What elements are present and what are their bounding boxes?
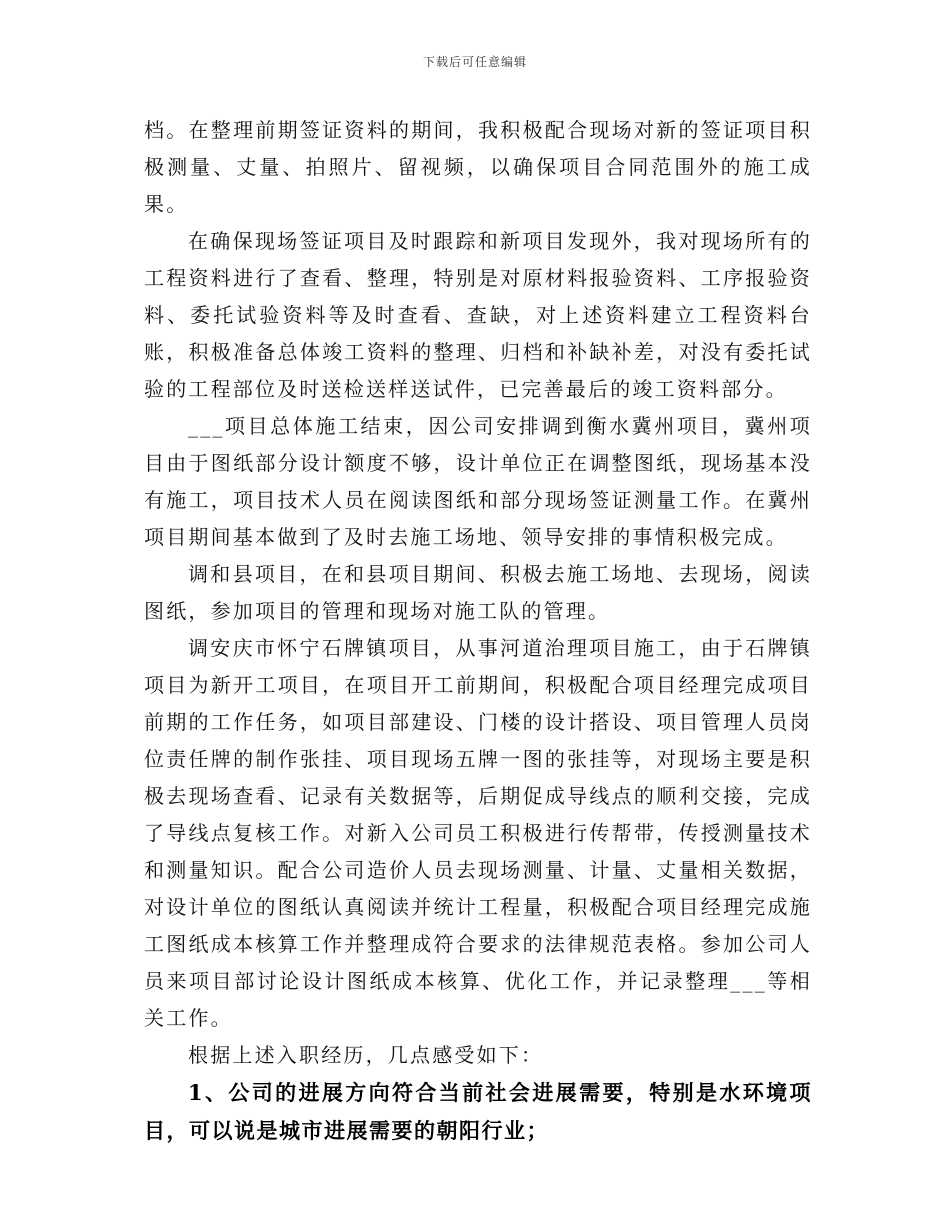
paragraph-7-bold-point: 1、公司的进展方向符合当前社会进展需要，特别是水环境项目，可以说是城市进展需要的朝阳行业； [144, 1080, 812, 1143]
paragraph-4: 调和县项目，在和县项目期间、积极去施工场地、去现场，阅读图纸，参加项目的管理和现场对施工队的管理。 [144, 562, 812, 623]
paragraph-6: 根据上述入职经历，几点感受如下： [188, 1043, 544, 1067]
paragraph-5: 调安庆市怀宁石牌镇项目，从事河道治理项目施工，由于石牌镇项目为新开工项目，在项目开工前期间，积极配合项目经理完成项目前期的工作任务，如项目部建设、门楼的设计搭设、项目管理人员岗位责任牌的制作张挂、项目现场五牌一图的张挂等，对现场主要是积极去现场查看、记录有关数据等，后期促成导线点的顺利交接，完成了导线点复核工作。对新入公司员工积极进行传帮带，传授测量技术和测量知识。配合公司造价人员去现场测量、计量、丈量相关数据，对设计单位的图纸认真阅读并统计工程量，积极配合项目经理完成施工图纸成本核算工作并整理成符合要求的法律规范表格。参加公司人员来项目部讨论设计图纸成本核算、优化工作，并记录整理___等相关工作。 [144, 636, 812, 1030]
paragraph-1: 档。在整理前期签证资料的期间，我积极配合现场对新的签证项目积极测量、丈量、拍照片、留视频，以确保项目合同范围外的施工成果。 [144, 118, 812, 216]
document-body [144, 112, 812, 1150]
paragraph-3: ___项目总体施工结束，因公司安排调到衡水冀州项目，冀州项目由于图纸部分设计额度不够，设计单位正在调整图纸，现场基本没有施工，项目技术人员在阅读图纸和部分现场签证测量工作。在冀州项目期间基本做到了及时去施工场地、领导安排的事情积极完成。 [144, 414, 812, 549]
paragraph-2: 在确保现场签证项目及时跟踪和新项目发现外，我对现场所有的工程资料进行了查看、整理，特别是对原材料报验资料、工序报验资料、委托试验资料等及时查看、查缺，对上述资料建立工程资料台账，积极准备总体竣工资料的整理、归档和补缺补差，对没有委托试验的工程部位及时送检送样送试件，已完善最后的竣工资料部分。 [144, 229, 812, 401]
page-header-note: 下载后可任意编辑 [422, 55, 527, 69]
